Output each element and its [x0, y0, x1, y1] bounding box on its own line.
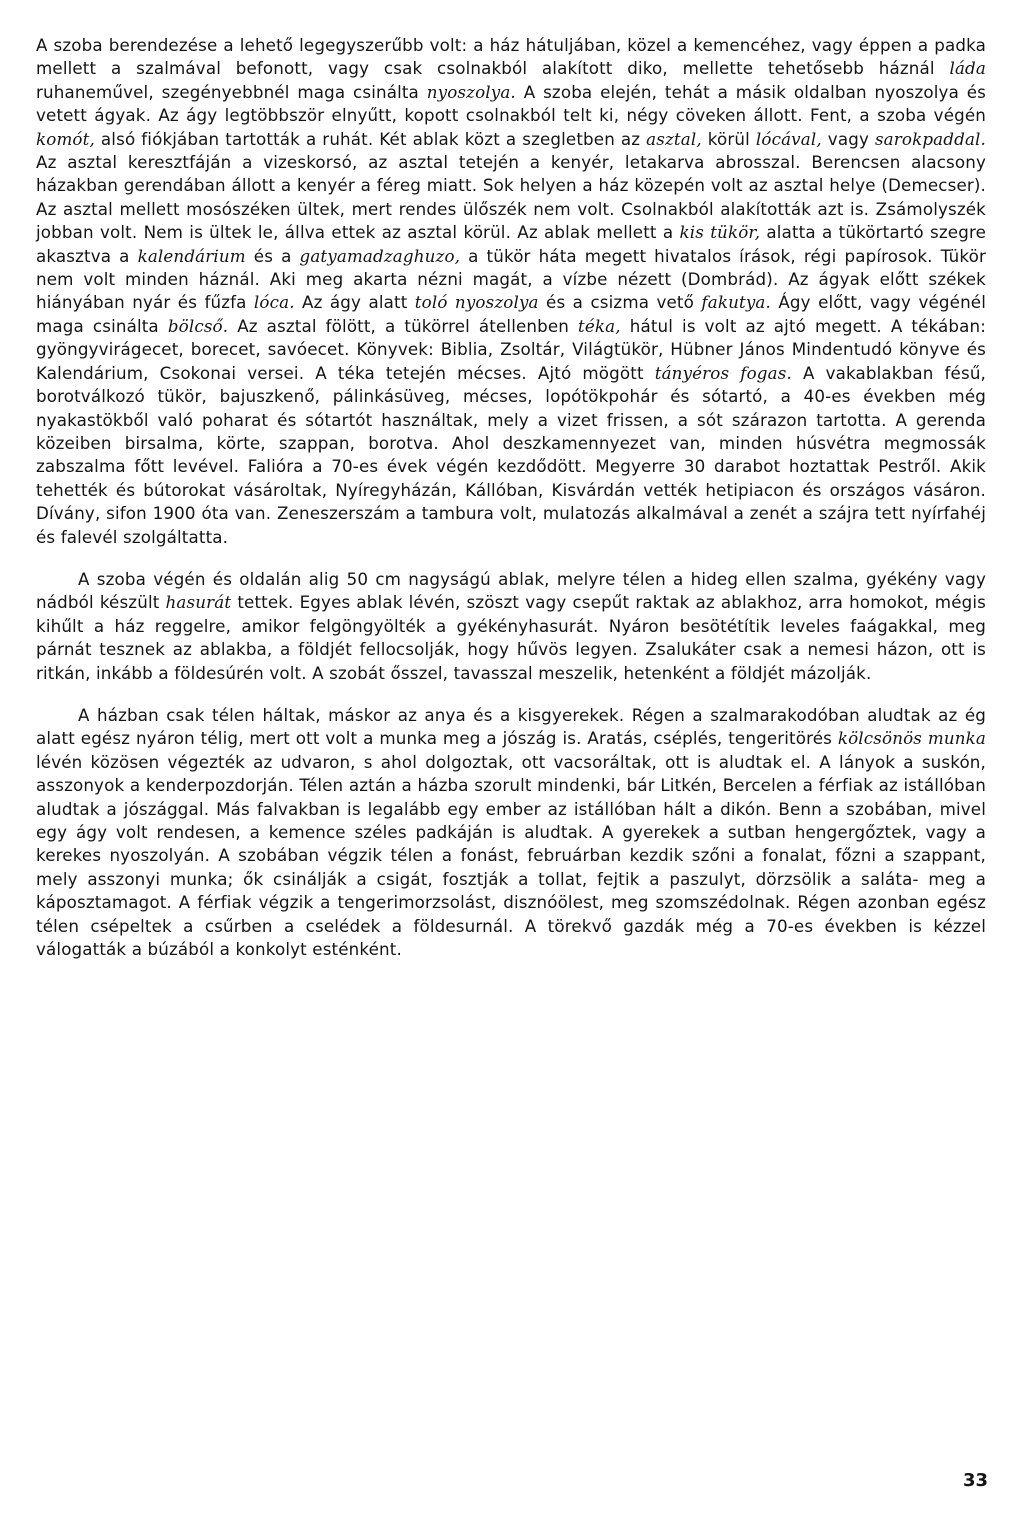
italic-term: kis tükör,: [679, 222, 761, 243]
text-run: tettek. Egyes ablak lévén, szöszt vagy csepűt raktak az ablakhoz, arra homokot, mégis kihűlt a ház reggelre, amikor felgöngyölték a gyékényhasurát. Nyáron besötétítik leveles faágakkal, meg párnát tesznek az ablakba, a földjét fellocsolják, hogy hűvös legyen. Zsalukáter csak a nemesi házon, ott is ritkán, inkább a földesúrén volt. A szobát ősszel, tavasszal meszelik, hetenként a földjét mázolják.: [36, 592, 986, 683]
text-run: Ágy előtt, vagy végénél maga csinálta: [36, 292, 986, 336]
text-run: a tükör háta megett hivatalos írások, régi papírosok. Tükör nem volt minden háznál. Aki meg akarta nézni magát, a vízbe nézett (Dombrád). Az ágyak előtt székek hiányában nyár és fűzfa: [36, 245, 986, 313]
text-run: hátul is volt az ajtó megett. A tékában: gyöngyvirágecet, borecet, savóecet. Könyvek: Biblia, Zsoltár, Világtükör, Hübner János Mindentudó könyve és Kalendárium, Csokonai versei. A téka tetején mécses. Ajtó mögött: [36, 315, 987, 383]
italic-term: tányéros fogas.: [654, 362, 792, 383]
italic-term: lócával,: [755, 128, 822, 149]
italic-term: toló nyoszolya: [414, 292, 539, 313]
text-run: A szoba végén és oldalán alig 50 cm nagyságú ablak, melyre télen a hideg ellen szalma, gyékény vagy nádból készült: [36, 568, 986, 613]
italic-term: bölcső.: [167, 315, 229, 336]
italic-term: komót,: [36, 128, 95, 149]
italic-term: asztal,: [646, 128, 702, 149]
text-run: alsó fiókjában tartották a ruhát. Két ablak közt a szegletben az: [94, 128, 647, 149]
text-run: Az asztal fölött, a tükörrel átellenben: [228, 315, 579, 336]
text-run: vagy: [821, 128, 875, 149]
italic-term: láda: [949, 58, 986, 79]
italic-term: fakutya.: [701, 292, 771, 313]
italic-term: sarokpaddal.: [874, 128, 986, 149]
text-run: és a csizma vető: [538, 292, 702, 313]
text-run: A szoba berendezése a lehető legegyszerűbb volt: a ház hátuljában, közel a kemencéhez, vagy éppen a padka mellett a szalmával befonott, vagy csak csolnakból alakított diko, mellette tehetősebb háznál: [36, 35, 986, 79]
paragraph-2: [36, 568, 986, 685]
italic-term: kölcsönös munka: [837, 728, 986, 749]
text-run: A szoba elején, tehát a másik oldalban nyoszolya és vetett ágyak. Az ágy legtöbbször elnyűtt, kopott csolnakból telt ki, négy cöveken állott. Fent, a szoba végén: [36, 81, 987, 126]
document-page: [36, 34, 986, 961]
text-run: A vakablakban fésű, borotválkozó tükör, bajuszkenő, pálinkásüveg, mécses, lopótökpohár és sótartó, a 40-es években még nyakastökből való poharat és sótartót használtak, mely a vizet frissen, a sót szárazon tartotta. A gerenda közeiben birsalma, körte, szappan, borotva. Ahol deszkamennyezet van, minden húsvétra megmossák zabszalma főtt levével. Falióra a 70-es évek végén kezdődött. Megyerre 30 darabot hoztattak Pestről. Akik tehették és bútorokat vásároltak, Nyíregyházán, Kállóban, Kisvárdán vették hetipiacon és országos vásáron. Dívány, sifon 1900 óta van. Zeneszerszám a tambura volt, mulatozás alkalmával a zenét a szájra tett nyírfahéj és falevél szolgáltatta.: [36, 362, 986, 547]
text-run: körül: [701, 128, 756, 149]
text-run: alatta a tükörtartó szegre akasztva a: [36, 222, 986, 266]
paragraph-1: [36, 34, 986, 549]
italic-term: lóca.: [253, 292, 295, 313]
text-run: Az asztal keresztfáján a vizeskorsó, az asztal tetején a kenyér, letakarva abrosszal. Berencsen alacsony házakban gerendában állott a kenyér a féreg miatt. Sok helyen a ház közepén volt az asztal helye (Demecser). Az asztal mellett mosószéken ültek, mert rendes ülőszék nem volt. Csolnakból alakították azt is. Zsámolyszék jobban volt. Nem is ültek le, állva ettek az asztal körül. Az ablak mellett a: [36, 152, 986, 243]
text-run: lévén közösen végezték az udvaron, s ahol dolgoztak, ott vacsoráltak, ott is aludtak el. A lányok a suskón, asszonyok a kenderpozdorján. Télen aztán a házba szorult mindenki, bár Litkén, Bercelen a férfiak az istállóban aludtak a jószággal. Más falvakban is legalább egy ember az istállóban hált a dikón. Benn a szobában, mivel egy ágy volt rendesen, a kemence széles padkáján is aludtak. A gyerekek a sutban hengergőztek, vagy a kerekes nyoszolyán. A szobában végzik télen a fonást, februárban kezdik szőni a fonalat, főzni a szappant, mely asszonyi munka; ők csinálják a csigát, fosztják a tollat, fejtik a paszulyt, dörzsölik a saláta- meg a káposztamagot. A férfiak végzik a tengerimorzsolást, disznóölest, meg szomszédolnak. Régen azonban egész télen csépeltek a csűrben a cselédek a földesurnál. A törekvő gazdák még a 70-es években is kézzel válogatták a búzából a konkolyt esténként.: [36, 751, 986, 960]
italic-term: gatyamadzaghuzo,: [299, 245, 461, 266]
text-run: ruhaneművel, szegényebbnél maga csinálta: [36, 81, 427, 102]
italic-term: hasurát: [165, 592, 232, 613]
italic-term: kalendárium: [137, 245, 246, 266]
text-run: A házban csak télen háltak, máskor az anya és a kisgyerekek. Régen a szalmarakodóban aludtak az ég alatt egész nyáron télig, mert ott volt a munka meg a jószág is. Aratás, cséplés, tengeritörés: [36, 704, 986, 749]
text-run: és a: [245, 245, 300, 266]
text-run: Az ágy alatt: [294, 292, 415, 313]
italic-term: téka,: [578, 315, 621, 336]
page-number: 33: [962, 1470, 988, 1491]
paragraph-3: [36, 704, 986, 961]
italic-term: nyoszolya.: [426, 81, 516, 102]
